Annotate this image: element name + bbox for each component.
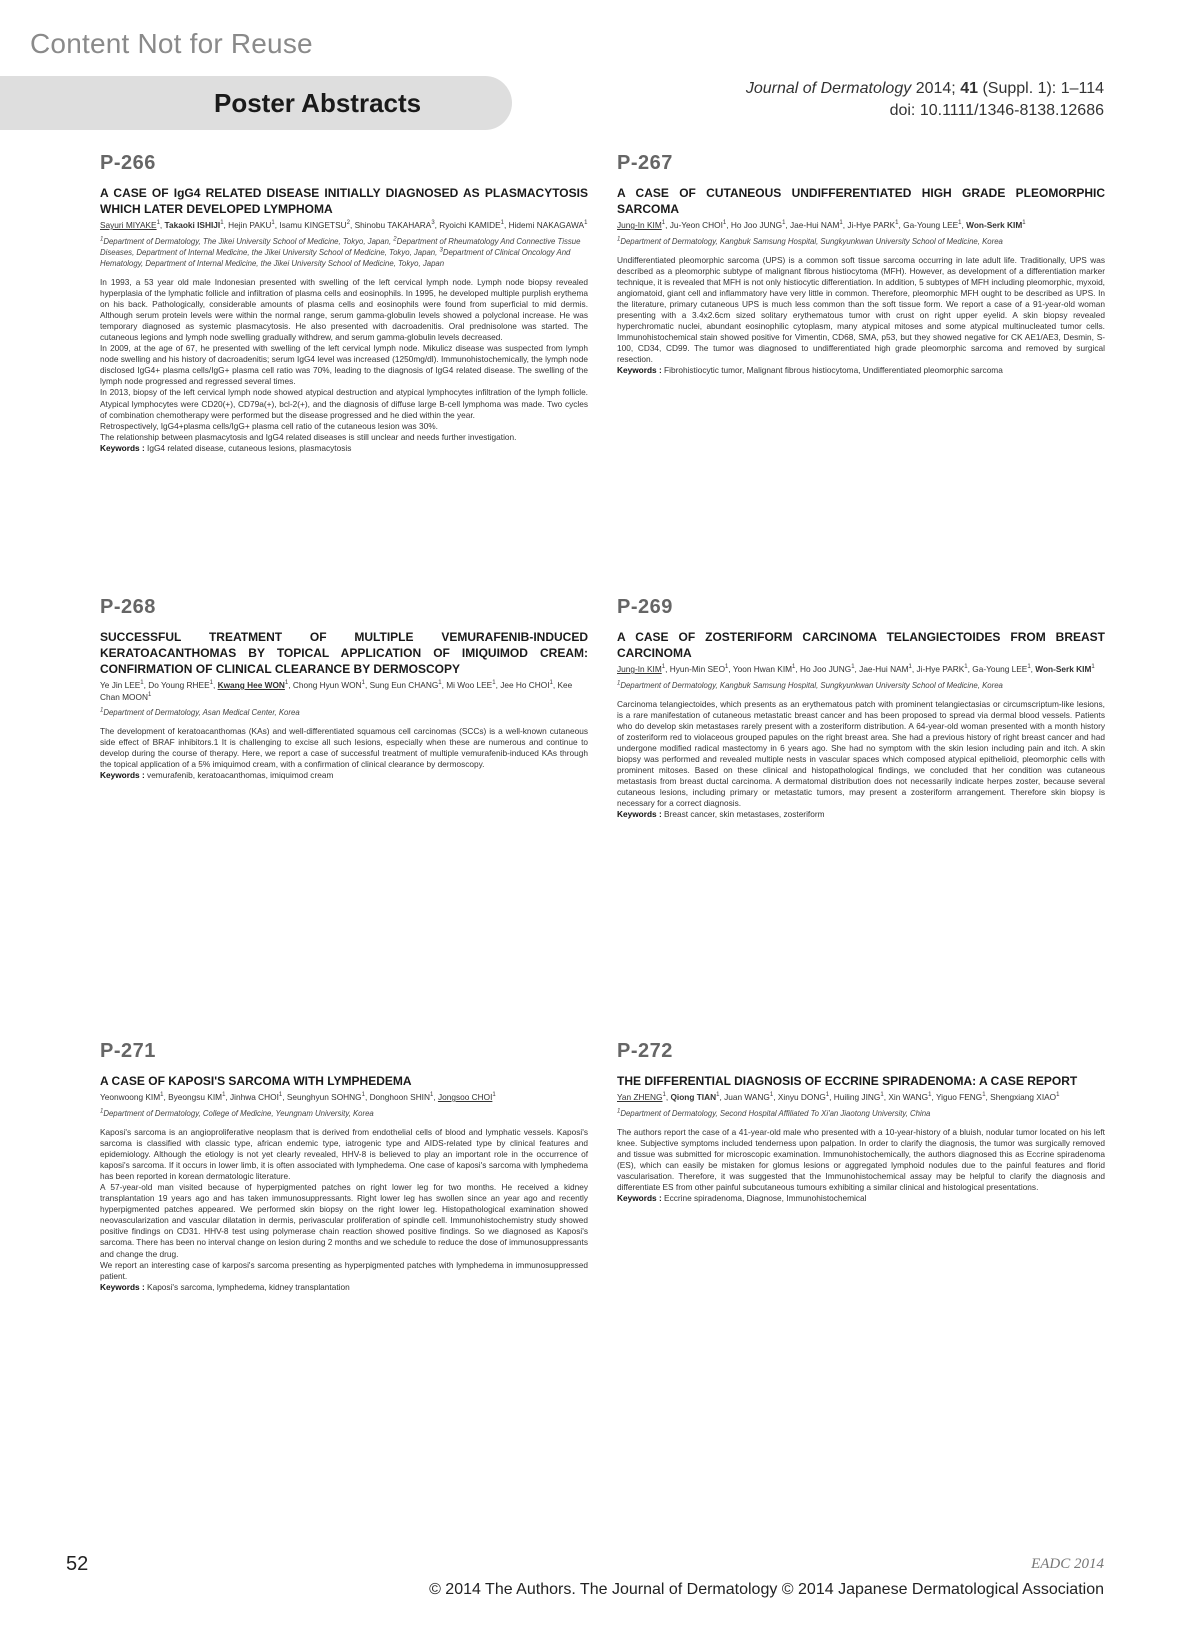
author-name: Ho Joo JUNG	[800, 664, 852, 674]
author-name: Sung Eun CHANG	[369, 680, 439, 690]
content-watermark: Content Not for Reuse	[30, 28, 313, 59]
author-name: Ryoichi KAMIDE	[439, 220, 501, 230]
author-affiliation-index: 1	[271, 220, 275, 227]
affiliation: $^1$Department of Dermatology, Kangbuk Samsung Hospital, Sungkyunkwan University School of Medicine, Korea	[617, 679, 1003, 690]
abstract-code: P-267	[617, 152, 673, 174]
author-list: Sayuri MIYAKE$^1$, Takaoki ISHIJI$^1$, Hejin PAKU$^1$, Isamu KINGETSU$^2$, Shinobu TAKAHARA$^3$, Ryoichi KAMIDE$^1$, Hidemi NAKAGAWA$^1$	[100, 220, 588, 230]
author-name: Ji-Hye PARK	[847, 220, 896, 230]
author-affiliation-index: 1	[361, 680, 365, 687]
keywords-label: Keywords :	[100, 442, 145, 453]
author-affiliation-index: 1	[725, 664, 729, 671]
keywords	[617, 365, 1105, 376]
keywords-text: Kaposi's sarcoma, lymphedema, kidney transplantation	[147, 1281, 350, 1292]
keywords-text: Fibrohistiocytic tumor, Malignant fibrous histiocytoma, Undifferentiated pleomorphic sarcoma	[664, 365, 1003, 376]
keywords	[100, 443, 588, 454]
author-name: Takaoki ISHIJI	[164, 220, 221, 230]
author-name: Mi Woo LEE	[446, 680, 493, 690]
abstract-code: P-268	[100, 596, 156, 618]
author-name: Ga-Young LEE	[903, 220, 959, 230]
author-name: Byeongsu KIM	[168, 1092, 223, 1102]
author-list: Ye Jin LEE$^1$, Do Young RHEE$^1$, Kwang Hee WON$^1$, Chong Hyun WON$^1$, Sung Eun CHANG$^1$, Mi Woo LEE$^1$, Jee Ho CHOI$^1$, Kee Chan MOON$^1$	[100, 680, 573, 702]
conference-label: EADC 2014	[1031, 1556, 1104, 1572]
journal-issue: (Suppl. 1): 1–114	[982, 80, 1104, 97]
author-affiliation-index: 1	[1091, 664, 1095, 671]
journal-volume: 41	[960, 80, 978, 97]
abstract-body	[617, 1127, 1105, 1194]
abstract-title: SUCCESSFUL TREATMENT OF MULTIPLE VEMURAFENIB-INDUCED KERATOACANTHOMAS BY TOPICAL APPLICATION OF IMIQUIMOD CREAM: CONFIRMATION OF CLINICAL CLEARANCE BY DERMOSCOPY	[100, 630, 588, 676]
author-affiliation-index: 1	[209, 680, 213, 687]
author-name: Shinobu TAKAHARA	[354, 220, 432, 230]
author-affiliation-index: 1	[661, 664, 666, 671]
affiliation-index: 3	[439, 246, 443, 253]
author-affiliation-index: 1	[908, 664, 912, 671]
body-paragraph: A 57-year-old man visited because of hyperpigmented patches on right lower leg for two months. He received a kidney transplantation 19 years ago and has taken immunosuppressants. Right lower leg has swollen since an year ago and recently hyperpigmented patches appeared. We performed skin biopsy on the right lower leg. Histopathological examination showed neovascularization and vascular dilatation in dermis, perivascular proliferation of spindle cell. Immunohistochemistry study showed positive findings on CD31. HHV-8 test using polymerase chain reaction showed positive findings. So we diagnosed as Kaposi's sarcoma. There has been no interval change on lesion during 2 months and we schedule to reduce the dose of immunosuppressants and change the drug.	[100, 1181, 588, 1259]
author-name: Shengxiang XIAO	[990, 1092, 1057, 1102]
author-affiliation-index: 1	[220, 220, 224, 227]
author-name: Seunghyun SOHNG	[286, 1092, 362, 1102]
author-affiliation-index: 1	[982, 1092, 986, 1099]
author-name: Won-Serk KIM	[1035, 664, 1092, 674]
author-name: Ye Jin LEE	[100, 680, 141, 690]
body-paragraph: In 2009, at the age of 67, he presented with swelling of the left cervical lymph node. Mikulicz disease was suspected from lymph node swelling and his history of dacroadenitis; serum IgG4 level was increased (1250mg/dl). Immunohistochemically, the lymph node disclosed IgG4+ plasma cells/IgG+ plasma cell ratio was 70%, leading to the diagnosis of IgG4 related disease. The swelling of the lymph node progressed and regressed several times.	[100, 343, 588, 387]
journal-name: Journal of Dermatology	[745, 80, 912, 97]
affiliation: $^1$Department of Dermatology, The Jikei University School of Medicine, Tokyo, Japan, $^2$Department of Rheumatology And Connective Tissue Diseases, Department of Internal Medicine, the Jikei University School of Medicine, Tokyo, Japan, $^3$Department of Clinical Oncology And Hematology, Department of Internal Medicine, the Jikei University School of Medicine, Tokyo, Japan	[100, 235, 581, 268]
author-affiliation-index: 1	[851, 664, 855, 671]
author-name: Jongsoo CHOI	[437, 1092, 493, 1102]
abstract-body	[617, 699, 1105, 810]
affiliation-index: 1	[617, 1107, 621, 1114]
author-affiliation-index: 1	[1056, 1092, 1060, 1099]
author-affiliation-index: 1	[880, 1092, 884, 1099]
author-name: Xin WANG	[888, 1092, 929, 1102]
abstract-code: P-266	[100, 152, 156, 174]
author-affiliation-index: 1	[429, 1092, 434, 1099]
abstract-code: P-271	[100, 1040, 156, 1062]
abstract-p272	[617, 1040, 1105, 1204]
author-name: Yiguo FENG	[935, 1092, 983, 1102]
abstract-code: P-269	[617, 596, 673, 618]
author-name: Yan ZHENG	[617, 1092, 663, 1102]
body-paragraph: The authors report the case of a 41-year-old male who presented with a 10-year-history of a bluish, nodular tumor located on his left knee. Subjective symptoms included tenderness upon palpation. In order to clarify the diagnosis, the tumor was surgically removed and tissue was submitted for microscopic examination. Immunohistochemically, the authors diagnosed this as Eccrine spiradenoma (ES), which can easily be mistaken for glomus lesions or aggregated lymphoid nodules due to the painful features and florid vascularisation. Therefore, it was suggested that the Immunohistochemical assay may be helpful to clarify the diagnosis and differentiate ES from other painful subcutaneous tumours exhibiting a similar clinical and histological presentations.	[617, 1126, 1105, 1192]
author-name: Hyun-Min SEO	[669, 664, 726, 674]
abstract-body	[100, 726, 588, 770]
author-name: Jung-In KIM	[617, 220, 662, 230]
journal-year: 2014;	[915, 80, 956, 97]
body-paragraph: We report an interesting case of karposi's sarcoma presenting as hyperpigmented patches with lymphedema in immunosuppressed patient.	[100, 1259, 588, 1281]
author-affiliation-index: 1	[438, 680, 442, 687]
body-paragraph: Retrospectively, IgG4+plasma cells/IgG+ plasma cell ratio of the cutaneous lesion was 30%.	[100, 420, 438, 431]
keywords-label: Keywords :	[100, 770, 145, 781]
author-affiliation-index: 1	[492, 680, 496, 687]
author-affiliation-index: 1	[661, 220, 666, 227]
affiliation: $^1$Department of Dermatology, Second Hospital Affiliated To Xi'an Jiaotong University, China	[617, 1107, 931, 1118]
author-affiliation-index: 1	[284, 680, 289, 687]
author-affiliation-index: 1	[792, 664, 796, 671]
abstract-p268	[100, 596, 588, 781]
author-name: Chong Hyun WON	[292, 680, 362, 690]
body-paragraph: Undifferentiated pleomorphic sarcoma (UPS) is a common soft tissue sarcoma occurring in late adult life. Traditionally, UPS was described as a pleomorphic subtype of malignant fibrous histiocytoma (MFH). However, as development of a differentiation marker technique, it is revealed that MFH is not only histiocytic differentiation. In addition, 5 subtypes of MFH including pleomorphic, myxoid, angiomatoid, giant cell and inflammatory have very little in common. Therefore, pleomorphic MFH ought to be described as UPS. In the literature, primary cutaneous UPS is much less common than the soft tissue form. We report a case of a 91-year-old woman presenting with a 3.4x2.6cm sized solitary erythematous tumor with crust on right upper eyelid. A skin biopsy revealed hyperchromatic nuclei, abundant eosinophilic cytoplasm, many atypical mitoses and some atypical multinucleated tumor cells. Immunohistochemical stain showed positive for Vimentin, CD68, SMA, p53, but they showed negative for CK AE1/AE3, Desmin, S-100, CD34, CD99. The tumor was diagnosed to undifferentiated high grade pleomorphic sarcoma and removed by surgical resection.	[617, 254, 1105, 365]
author-name: Hejin PAKU	[228, 220, 272, 230]
author-affiliation-index: 1	[895, 220, 899, 227]
keywords	[100, 1282, 588, 1293]
abstract-title: A CASE OF IgG4 RELATED DISEASE INITIALLY DIAGNOSED AS PLASMACYTOSIS WHICH LATER DEVELOPED LYMPHOMA	[100, 186, 588, 216]
author-affiliation-index: 1	[492, 1092, 496, 1099]
author-name: Jae-Hui NAM	[859, 664, 909, 674]
abstract-p269	[617, 596, 1105, 821]
author-name: Hidemi NAKAGAWA	[508, 220, 585, 230]
abstract-title: A CASE OF ZOSTERIFORM CARCINOMA TELANGIECTOIDES FROM BREAST CARCINOMA	[617, 630, 1105, 660]
author-name: Do Young RHEE	[148, 680, 210, 690]
author-list: Jung-In KIM$^1$, Ju-Yeon CHOI$^1$, Ho Joo JUNG$^1$, Jae-Hui NAM$^1$, Ji-Hye PARK$^1$, Ga-Young LEE$^1$, Won-Serk KIM$^1$	[617, 220, 1026, 230]
author-affiliation-index: 1	[584, 220, 588, 227]
body-paragraph: In 1993, a 53 year old male Indonesian presented with swelling of the left cervical lymph node. Lymph node biopsy revealed hyperplasia of the lymphatic follicle and infiltration of plasma cells and eosinophils. In 1995, he developed multiple purplish erythema on his back. Pathologically, considerable amounts of plasma cells and eosinophils were found from superficial to mid dermis. Although serum protein levels were within the normal range, serum gamma-globulin levels showed a polyclonal increase. He was temporary diagnosed as systemic plasmacytosis. He also presented with dacroadenitis. Oral prednisolone was started. The cutaneous legions and lymph node swelling gradually withdrew, and serum gamma-globulin levels decreased.	[100, 276, 588, 342]
journal-doi: doi: 10.1111/1346-8138.12686	[889, 102, 1104, 119]
body-paragraph: In 2013, biopsy of the left cervical lymph node showed atypical destruction and atypical lymphocytes infiltration of the lymph follicle. Atypical lymphocytes were CD20(+), CD79a(+), bcl-2(+), and the diagnosis of diffuse large B-cell lymphoma was made. Two cycles of combination chemotherapy were performed but the disease progressed and he died within the year.	[100, 387, 588, 420]
author-affiliation-index: 1	[964, 664, 968, 671]
author-list: Jung-In KIM$^1$, Hyun-Min SEO$^1$, Yoon Hwan KIM$^1$, Ho Joo JUNG$^1$, Jae-Hui NAM$^1$, Ji-Hye PARK$^1$, Ga-Young LEE$^1$, Won-Serk KIM$^1$	[617, 664, 1095, 674]
author-name: Ju-Yeon CHOI	[669, 220, 723, 230]
author-name: Jung-In KIM	[617, 664, 662, 674]
author-name: Ho Joo JUNG	[730, 220, 783, 230]
author-affiliation-index: 1	[361, 1092, 365, 1099]
keywords-label: Keywords :	[617, 365, 662, 376]
affiliation-index: 1	[100, 707, 104, 714]
abstract-p271	[100, 1040, 588, 1293]
affiliation-index: 1	[100, 235, 104, 242]
author-name: Huiling JING	[833, 1092, 881, 1102]
author-affiliation-index: 1	[156, 220, 160, 227]
author-list: Yan ZHENG$^1$, Qiong TIAN$^1$, Juan WANG$^1$, Xinyu DONG$^1$, Huiling JING$^1$, Xin WANG$^1$, Yiguo FENG$^1$, Shengxiang XIAO$^1$	[617, 1092, 1060, 1102]
affiliation: $^1$Department of Dermatology, Asan Medical Center, Korea	[100, 707, 300, 717]
author-name: Jinhwa CHOI	[230, 1092, 279, 1102]
body-paragraph: Kaposi's sarcoma is an angioproliferative neoplasm that is derived from endothelial cells of blood and lymphatic vessels. Kaposi's sarcoma is classified with classic type, african endemic type, iatrogenic type and AIDS-related type by clinical features and epidemiology. Although the etiology is not yet clearly revealed, HHV-8 is believed to play an important role in the occurrence of kaposi's sarcoma. If it occurs in lower limb, it is often associated with lymphedema. One case of kaposi's sarcoma with lymphedema has been reported in korean dermatologic literature.	[100, 1126, 588, 1181]
author-affiliation-index: 1	[716, 1092, 720, 1099]
copyright-notice: © 2014 The Authors. The Journal of Dermatology © 2014 Japanese Dermatological Association	[429, 1581, 1104, 1598]
author-name: Ji-Hye PARK	[916, 664, 965, 674]
author-name: Donghoon SHIN	[369, 1092, 430, 1102]
abstract-title: A CASE OF CUTANEOUS UNDIFFERENTIATED HIGH GRADE PLEOMORPHIC SARCOMA	[617, 186, 1105, 216]
author-name: Qiong TIAN	[670, 1092, 717, 1102]
author-affiliation-index: 1	[825, 1092, 830, 1099]
author-name: Xinyu DONG	[777, 1092, 826, 1102]
keywords	[617, 1193, 1105, 1204]
author-affiliation-index: 1	[500, 220, 504, 227]
author-affiliation-index: 1	[222, 1092, 226, 1099]
journal-line	[746, 78, 1104, 100]
author-affiliation-index: 1	[839, 220, 843, 227]
author-affiliation-index: 1	[549, 680, 553, 687]
abstract-title: A CASE OF KAPOSI'S SARCOMA WITH LYMPHEDEMA	[100, 1074, 412, 1088]
section-banner	[0, 76, 512, 130]
keywords-label: Keywords :	[100, 1281, 145, 1292]
author-name: Ga-Young LEE	[972, 664, 1028, 674]
keywords-text: Eccrine spiradenoma, Diagnose, Immunohistochemical	[664, 1193, 867, 1204]
author-name: Juan WANG	[724, 1092, 770, 1102]
affiliation: $^1$Department of Dermatology, College of Medicine, Yeungnam University, Korea	[100, 1107, 374, 1118]
keywords	[100, 770, 588, 781]
journal-citation	[746, 78, 1104, 122]
keywords	[617, 809, 1105, 820]
body-paragraph: The relationship between plasmacytosis and IgG4 related diseases is still unclear and needs further investigation.	[100, 431, 517, 442]
abstract-code: P-272	[617, 1040, 673, 1062]
body-paragraph: The development of keratoacanthomas (KAs) and well-differentiated squamous cell carcinomas (SCCs) is a well-known cutaneous side effect of BRAF inhibitors.1 It is challenging to excise all such lesions, especially when these are numerous and continue to develop during the course of therapy. Here, we report a case of successful treatment of multiple vemurafenib-induced KAs through the topical application of a 5% imiquimod cream, with a confirmation of clinical clearance by dermoscopy.	[100, 726, 588, 770]
author-name: Kee Chan MOON	[100, 680, 573, 702]
author-name: Won-Serk KIM	[966, 220, 1023, 230]
affiliation-index: 2	[393, 235, 397, 242]
abstract-body	[617, 255, 1105, 366]
keywords-text: vemurafenib, keratoacanthomas, imiquimod cream	[147, 770, 334, 781]
author-affiliation-index: 1	[278, 1092, 283, 1099]
author-affiliation-index: 1	[147, 691, 152, 698]
author-affiliation-index: 1	[1022, 220, 1026, 227]
abstract-body	[100, 1127, 588, 1282]
abstract-body	[100, 277, 588, 443]
abstract-title: THE DIFFERENTIAL DIAGNOSIS OF ECCRINE SPIRADENOMA: A CASE REPORT	[617, 1074, 1078, 1088]
author-name: Isamu KINGETSU	[279, 220, 347, 230]
author-name: Jee Ho CHOI	[500, 680, 550, 690]
keywords-text: Breast cancer, skin metastases, zosteriform	[664, 809, 825, 820]
body-paragraph: Carcinoma telangiectoides, which presents as an erythematous patch with prominent telangiectasias or circumscriptum-like lesions, is a rare manifestation of cutaneous metastatic breast cancer and has been proposed to spread via dermal blood vessels. Patients who do develop skin metastases rarely present with a zosteriform distribution. A 64-year-old woman presented with a month history of zosteriform red to violaceous grouped papules on the right breast area. She had a previous history of right breast cancer and had undergone modified radical mastectomy in 6 years ago. She had no symptom with the skin lesion including pain and itch. A skin biopsy was performed and revealed multiple nests in vascular spaces which composed atypical epithelioid, pleomorphic cells with prominent mitoses. Based on these clinical and histopathological findings, we concluded that her condition was cutaneous metastasis from breast ductal carcinoma. A dermatomal distribution does not necessarily indicate herpes zoster, because several cutaneous lesions, including primary or metastatic tumors, may present a zosteriform arrangement. Therefore skin biopsy is necessary for a correct diagnosis.	[617, 698, 1105, 809]
affiliation-index: 1	[617, 235, 621, 242]
author-affiliation-index: 3	[431, 220, 435, 227]
keywords-label: Keywords :	[617, 809, 662, 820]
author-affiliation-index: 1	[160, 1092, 164, 1099]
keywords-text: IgG4 related disease, cutaneous lesions, plasmacytosis	[147, 442, 352, 453]
affiliation-index: 1	[617, 679, 621, 686]
abstract-p267	[617, 152, 1105, 377]
section-title: Poster Abstracts	[214, 88, 422, 118]
author-affiliation-index: 1	[1027, 664, 1031, 671]
author-affiliation-index: 1	[958, 220, 962, 227]
author-name: Yeonwoong KIM	[100, 1092, 161, 1102]
keywords-label: Keywords :	[617, 1193, 662, 1204]
author-name: Kwang Hee WON	[217, 680, 285, 690]
author-list: Yeonwoong KIM$^1$, Byeongsu KIM$^1$, Jinhwa CHOI$^1$, Seunghyun SOHNG$^1$, Donghoon SHIN$^1$, Jongsoo CHOI$^1$	[100, 1092, 496, 1102]
author-affiliation-index: 1	[782, 220, 786, 227]
author-name: Jae-Hui NAM	[790, 220, 840, 230]
author-name: Sayuri MIYAKE	[100, 220, 157, 230]
author-affiliation-index: 1	[722, 220, 727, 227]
abstract-p266	[100, 152, 588, 454]
author-name: Yoon Hwan KIM	[732, 664, 793, 674]
affiliation-index: 1	[100, 1107, 104, 1114]
author-affiliation-index: 1	[928, 1092, 932, 1099]
page-number: 52	[66, 1553, 89, 1575]
author-affiliation-index: 1	[769, 1092, 774, 1099]
author-affiliation-index: 2	[346, 220, 350, 227]
author-affiliation-index: 1	[140, 680, 144, 687]
affiliation: $^1$Department of Dermatology, Kangbuk Samsung Hospital, Sungkyunkwan University School of Medicine, Korea	[617, 235, 1003, 246]
author-affiliation-index: 1	[662, 1092, 666, 1099]
